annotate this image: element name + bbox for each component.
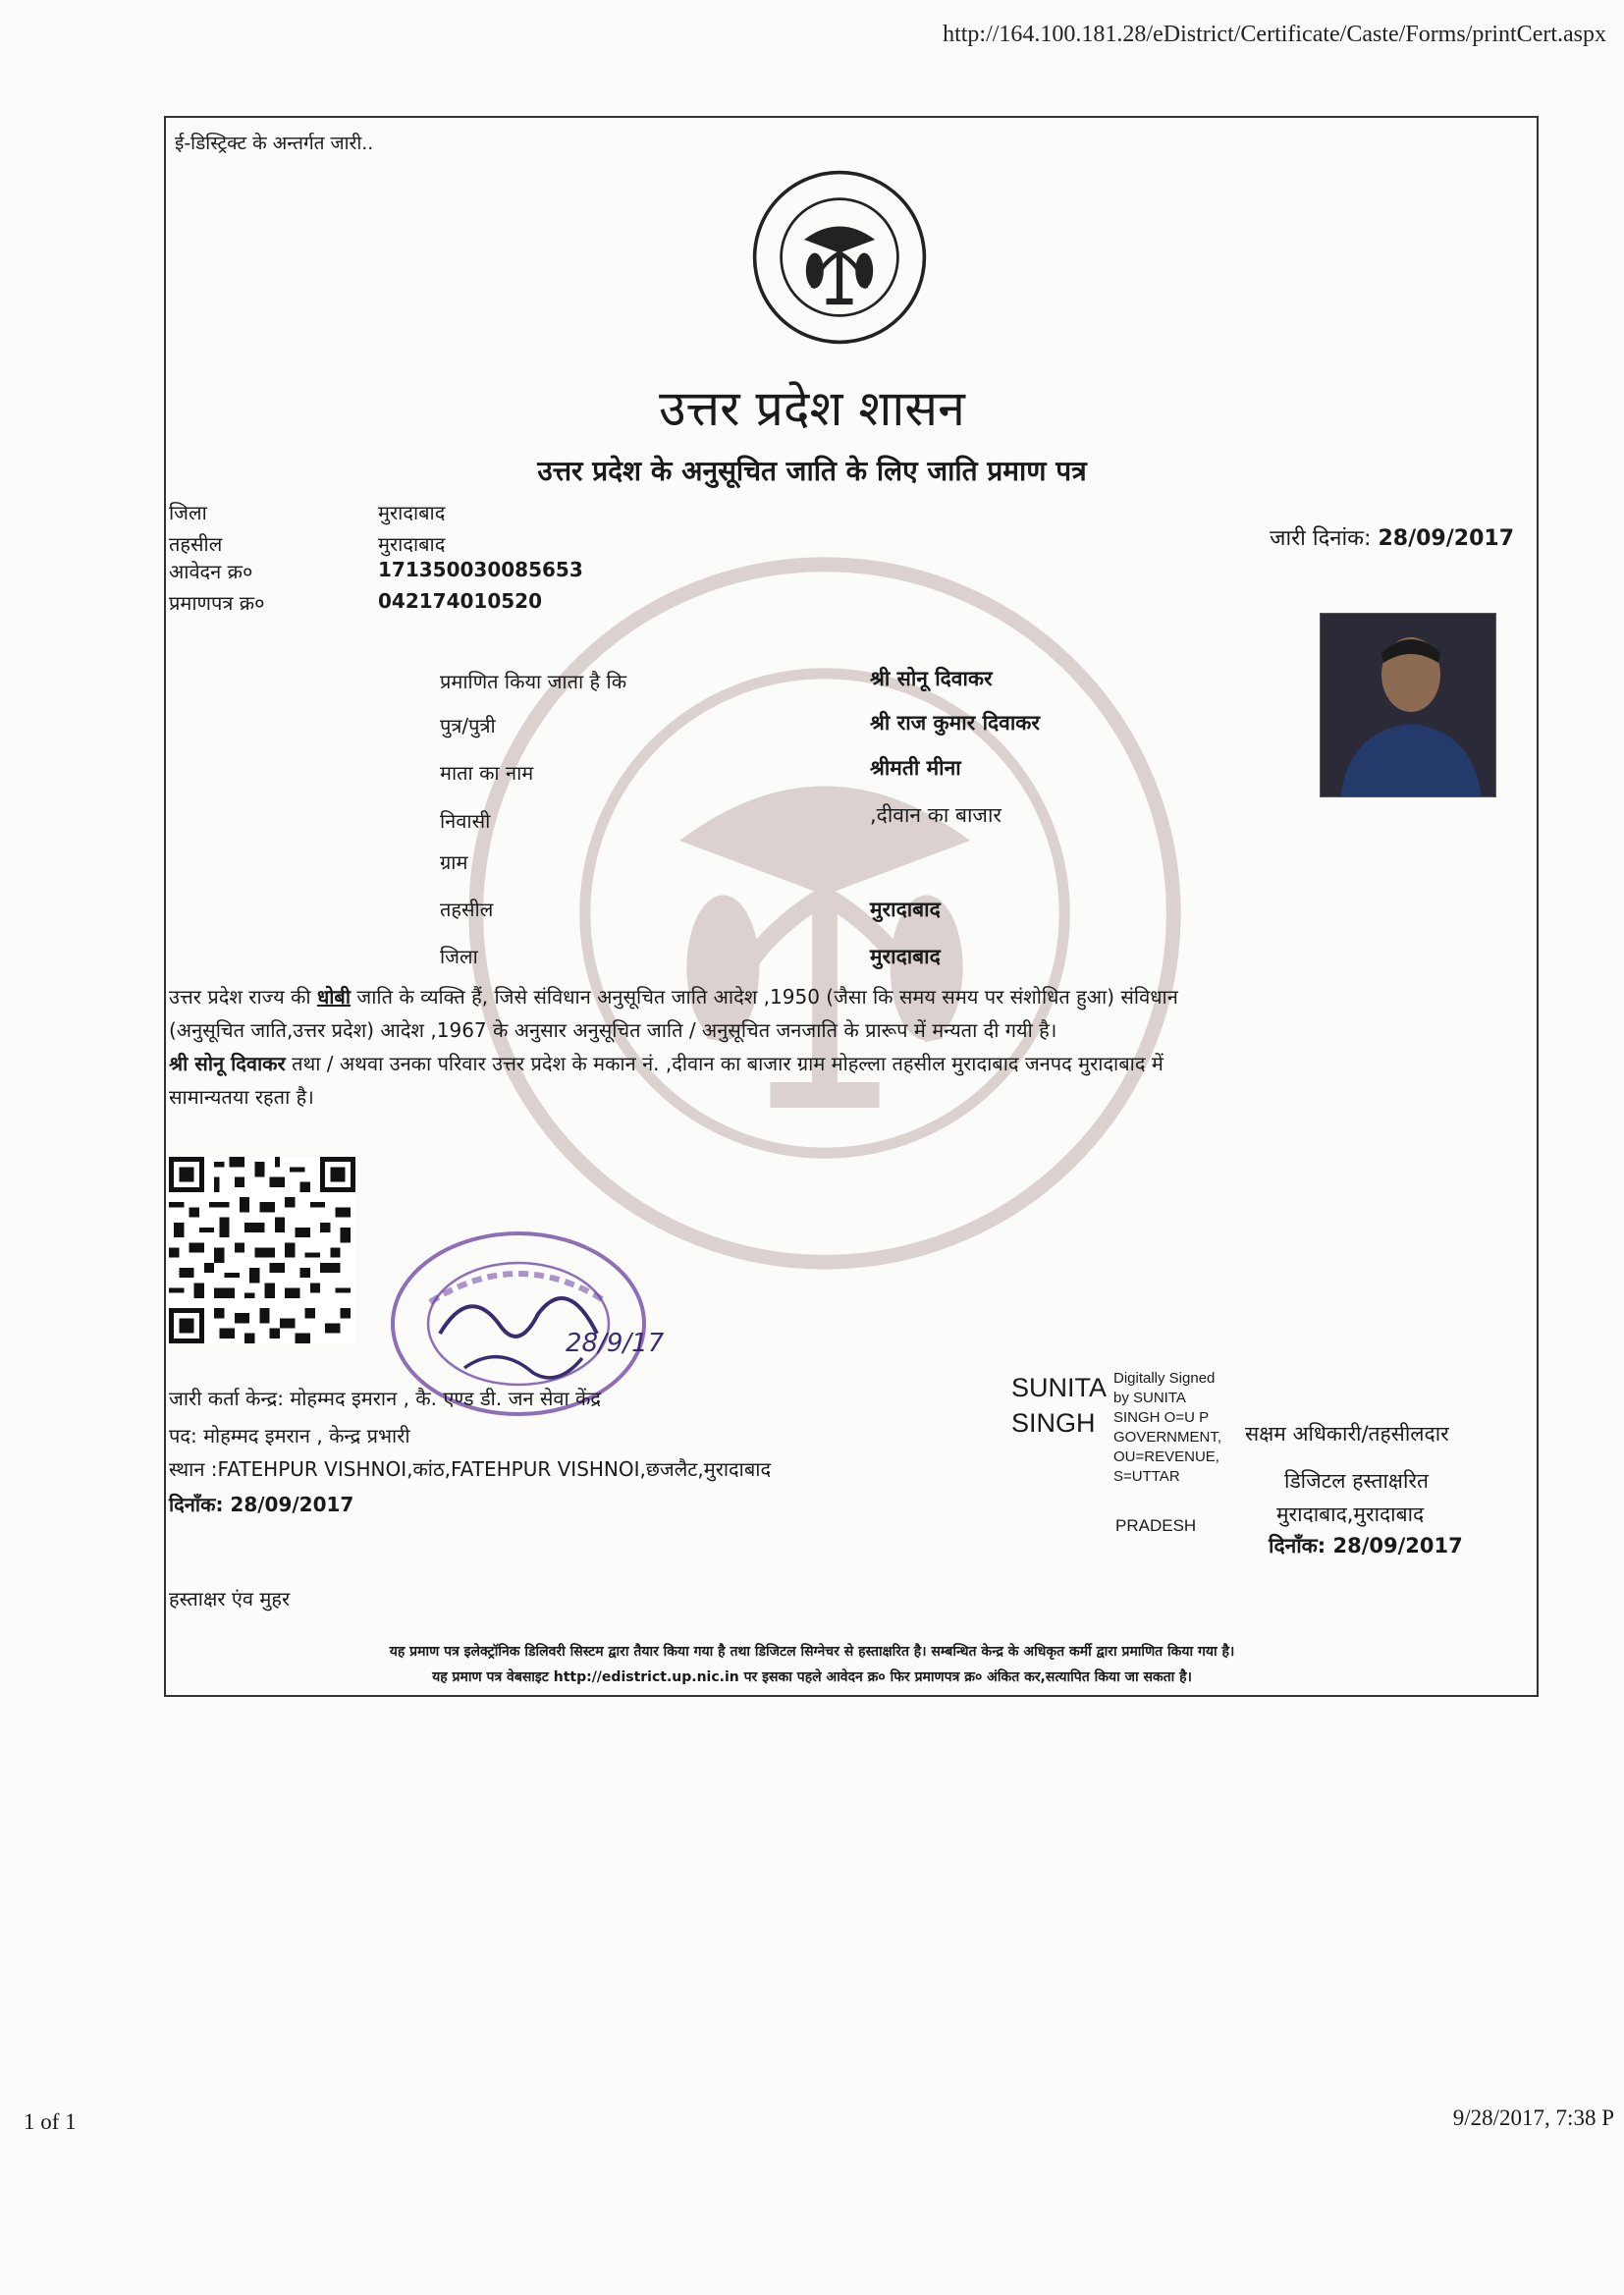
applicant-photo: [1320, 613, 1496, 797]
body-text: जाति के व्यक्ति हैं, जिसे संविधान अनुसूचित जाति आदेश ,1950 (जैसा कि समय समय पर संशोधित हुआ) संविधान: [351, 985, 1178, 1009]
digital-sig-line: Digitally Signed: [1113, 1370, 1216, 1387]
signer-name-line2: SINGH: [1011, 1408, 1096, 1438]
digital-sig-line: OU=REVENUE,: [1113, 1448, 1219, 1465]
qr-code-icon: [169, 1157, 355, 1343]
certificate-no-label: प्रमाणपत्र क्र०: [169, 591, 265, 615]
detail-label: जिला: [440, 945, 478, 968]
certificate-body: [169, 980, 1489, 1114]
detail-label: प्रमाणित किया जाता है कि: [440, 670, 627, 693]
certificate-subtitle: उत्तर प्रदेश के अनुसूचित जाति के लिए जाति प्रमाण पत्र: [537, 455, 1087, 487]
application-no-value: 171350030085653: [378, 558, 583, 581]
body-text: तथा / अथवा उनका परिवार उत्तर प्रदेश के मकान नं. ,दीवान का बाजार ग्राम मोहल्ला तहसील मुरादाबाद जनपद मुरादाबाद में: [285, 1052, 1164, 1075]
detail-label: तहसील: [440, 898, 494, 921]
stamp-date-handwritten: 28/9/17: [566, 1329, 665, 1358]
issuing-date: दिनाँक: 28/09/2017: [169, 1493, 354, 1516]
footer-note: यह प्रमाण पत्र इलेक्ट्रॉनिक डिलिवरी सिस्टम द्वारा तैयार किया गया है तथा डिजिटल सिग्नेचर से हस्ताक्षरित है। सम्बन्धित केन्द्र के अधिकृत कर्मी द्वारा प्रमाणित किया गया है।: [389, 1644, 1235, 1660]
digitally-signed-label: डिजिटल हस्ताक्षरित: [1284, 1469, 1429, 1493]
issue-date: [1270, 522, 1514, 552]
application-no-label: आवेदन क्र०: [169, 560, 253, 583]
page-count: 1 of 1: [24, 2109, 77, 2134]
issuing-place: स्थान :FATEHPUR VISHNOI,कांठ,FATEHPUR VISHNOI,छजलैट,मुरादाबाद: [169, 1457, 772, 1481]
print-url: http://164.100.181.28/eDistrict/Certificate/Caste/Forms/printCert.aspx: [943, 22, 1606, 47]
digital-sig-line: by SUNITA: [1113, 1390, 1186, 1406]
watermark-emblem-icon: [461, 550, 1188, 1277]
signature-date: दिनाँक: 28/09/2017: [1269, 1534, 1463, 1557]
digital-signature-block: [1113, 1369, 1221, 1487]
mother-name: श्रीमती मीना: [870, 756, 961, 780]
applicant-name-inline: श्री सोनू दिवाकर: [169, 1052, 286, 1075]
tehsil-value: मुरादाबाद: [378, 532, 446, 556]
district-value: मुरादाबाद: [378, 501, 446, 524]
residence-value: ,दीवान का बाजार: [870, 803, 1001, 827]
caste-name: धोबी: [316, 985, 352, 1009]
up-government-emblem-icon: [751, 169, 928, 346]
officer-designation: सक्षम अधिकारी/तहसीलदार: [1245, 1422, 1449, 1446]
tehsil-label: तहसील: [169, 532, 223, 556]
father-name: श्री राज कुमार दिवाकर: [870, 711, 1040, 735]
body-text: सामान्यतया रहता है।: [169, 1085, 314, 1109]
issuing-center: जारी कर्ता केन्द्र: मोहम्मद इमरान , कै. एण्ड डी. जन सेवा केंद्र: [169, 1387, 602, 1410]
issue-date-value: 28/09/2017: [1378, 526, 1514, 551]
print-timestamp: 9/28/2017, 7:38 P: [1452, 2105, 1614, 2130]
district-label: जिला: [169, 501, 207, 524]
certificate-no-value: 042174010520: [378, 589, 542, 613]
detail-label: ग्राम: [440, 850, 468, 874]
digital-sig-line: S=UTTAR: [1113, 1468, 1180, 1485]
detail-label: निवासी: [440, 809, 491, 833]
person-silhouette-icon: [1321, 614, 1495, 796]
signer-name-line1: SUNITA: [1011, 1373, 1108, 1402]
digital-sig-line: GOVERNMENT,: [1113, 1429, 1222, 1446]
digital-sig-line: SINGH O=U P: [1113, 1409, 1210, 1426]
sign-and-seal-label: हस्ताक्षर एंव मुहर: [169, 1587, 291, 1611]
issued-under-text: ई-डिस्ट्रिक्ट के अन्तर्गत जारी..: [175, 133, 374, 154]
district-detail-value: मुरादाबाद: [870, 945, 941, 968]
body-text: (अनुसूचित जाति,उत्तर प्रदेश) आदेश ,1967 के अनुसार अनुसूचित जाति / अनुसूचित जनजाति के प्रारूप में मन्यता दी गयी है।: [169, 1018, 1057, 1042]
detail-label: पुत्र/पुत्री: [440, 714, 496, 738]
certificate-title: उत्तर प्रदेश शासन: [659, 380, 965, 437]
signature-place: मुरादाबाद,मुरादाबाद: [1276, 1503, 1425, 1526]
issuing-post: पद: मोहम्मद इमरान , केन्द्र प्रभारी: [169, 1424, 410, 1448]
footer-note: यह प्रमाण पत्र वेबसाइट http://edistrict.up.nic.in पर इसका पहले आवेदन क्र० फिर प्रमाणपत्र क्र० अंकित कर,सत्यापित किया जा सकता है।: [432, 1669, 1192, 1685]
applicant-name: श्री सोनू दिवाकर: [870, 667, 993, 690]
digital-sig-line: PRADESH: [1115, 1516, 1197, 1535]
body-text: उत्तर प्रदेश राज्य की: [169, 985, 317, 1009]
tehsil-detail-value: मुरादाबाद: [870, 898, 941, 921]
issue-date-label: जारी दिनांक:: [1270, 526, 1372, 551]
detail-label: माता का नाम: [440, 761, 534, 785]
